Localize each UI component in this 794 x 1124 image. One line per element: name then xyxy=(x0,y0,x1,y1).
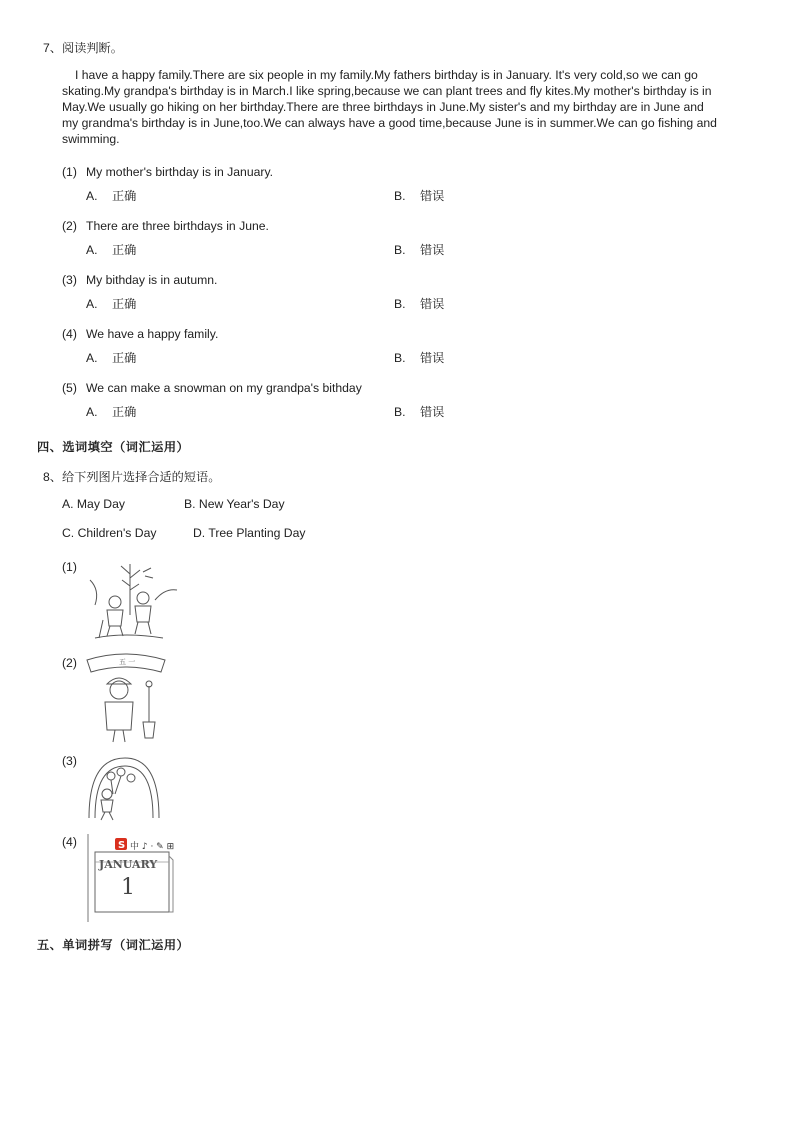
option-a-text: 正确 xyxy=(112,351,137,365)
q7-sub-1-number: (1) xyxy=(62,165,77,179)
q7-sub-3-text: My bithday is in autumn. xyxy=(86,273,218,287)
option-b-label: B. xyxy=(394,351,406,365)
picture-item-4-number: (4) xyxy=(62,835,77,849)
option-b-label: B. xyxy=(394,405,406,419)
option-b-text: 错误 xyxy=(420,351,445,365)
q7-1-option-a[interactable] xyxy=(86,187,136,204)
question-8-title: 8、给下列图片选择合适的短语。 xyxy=(43,470,221,484)
q7-3-option-a[interactable] xyxy=(86,295,136,312)
section-5-heading: 五、单词拼写（词汇运用） xyxy=(37,938,190,952)
option-a-label: A. xyxy=(86,297,98,311)
q7-5-option-b[interactable] xyxy=(394,403,444,420)
q7-sub-2 xyxy=(62,219,269,233)
calendar-day: 1 xyxy=(121,875,135,900)
q7-4-option-b[interactable] xyxy=(394,349,444,366)
picture-item-1-number: (1) xyxy=(62,560,77,574)
q7-sub-4-number: (4) xyxy=(62,327,77,341)
choice-a: A. May Day xyxy=(62,497,125,511)
reading-passage: I have a happy family.There are six people in my family.My fathers birthday is in January. It's very cold,so we can go skating.My grandpa's birthday is in March.I like spring,because we can plant trees and fly kites.My mother's birthday is in May.We usually go hiking on her birthday.There are three birthdays in June.My sister's and my birthday are in June and my grandma's birthday is in June,too.We can always have a good time,because June is in summer.We can go fishing and swimming. xyxy=(62,68,717,146)
banner-text: 五 一 xyxy=(119,658,136,666)
calendar-picture xyxy=(85,834,181,924)
option-b-label: B. xyxy=(394,189,406,203)
choice-d: D. Tree Planting Day xyxy=(193,526,306,540)
q7-sub-1 xyxy=(62,165,273,179)
q7-5-option-a[interactable] xyxy=(86,403,136,420)
option-a-label: A. xyxy=(86,351,98,365)
q7-sub-5 xyxy=(62,381,362,395)
may-day-worker-picture xyxy=(85,650,169,746)
q7-sub-4 xyxy=(62,327,218,341)
q7-sub-5-text: We can make a snowman on my grandpa's bithday xyxy=(86,381,362,395)
picture-item-2-number: (2) xyxy=(62,656,77,670)
option-a-text: 正确 xyxy=(112,405,137,419)
childrens-day-picture xyxy=(85,754,161,824)
svg-text:S: S xyxy=(118,840,126,851)
q7-2-option-b[interactable] xyxy=(394,241,444,258)
option-b-text: 错误 xyxy=(420,189,445,203)
option-a-text: 正确 xyxy=(112,297,137,311)
tree-planting-picture xyxy=(85,560,185,642)
section-4-heading: 四、选词填空（词汇运用） xyxy=(37,440,190,454)
q7-sub-2-number: (2) xyxy=(62,219,77,233)
option-a-text: 正确 xyxy=(112,189,137,203)
q7-sub-1-text: My mother's birthday is in January. xyxy=(86,165,274,179)
option-b-label: B. xyxy=(394,243,406,257)
q7-sub-5-number: (5) xyxy=(62,381,77,395)
svg-text:中 ♪ · ✎ ⊞: 中 ♪ · ✎ ⊞ xyxy=(130,842,175,852)
calendar-month: JANUARY xyxy=(99,858,158,871)
q7-sub-3-number: (3) xyxy=(62,273,77,287)
q7-sub-2-text: There are three birthdays in June. xyxy=(86,219,269,233)
option-b-text: 错误 xyxy=(420,297,445,311)
q7-1-option-b[interactable] xyxy=(394,187,444,204)
option-a-label: A. xyxy=(86,405,98,419)
q7-sub-3 xyxy=(62,273,217,287)
picture-item-3-number: (3) xyxy=(62,754,77,768)
choice-c: C. Children's Day xyxy=(62,526,157,540)
option-b-text: 错误 xyxy=(420,243,445,257)
q7-3-option-b[interactable] xyxy=(394,295,444,312)
q7-2-option-a[interactable] xyxy=(86,241,136,258)
q7-sub-4-text: We have a happy family. xyxy=(86,327,219,341)
option-a-text: 正确 xyxy=(112,243,137,257)
q7-4-option-a[interactable] xyxy=(86,349,136,366)
choice-b: B. New Year's Day xyxy=(184,497,285,511)
option-b-label: B. xyxy=(394,297,406,311)
option-a-label: A. xyxy=(86,243,98,257)
question-7-title: 7、阅读判断。 xyxy=(43,41,123,55)
option-b-text: 错误 xyxy=(420,405,445,419)
option-a-label: A. xyxy=(86,189,98,203)
